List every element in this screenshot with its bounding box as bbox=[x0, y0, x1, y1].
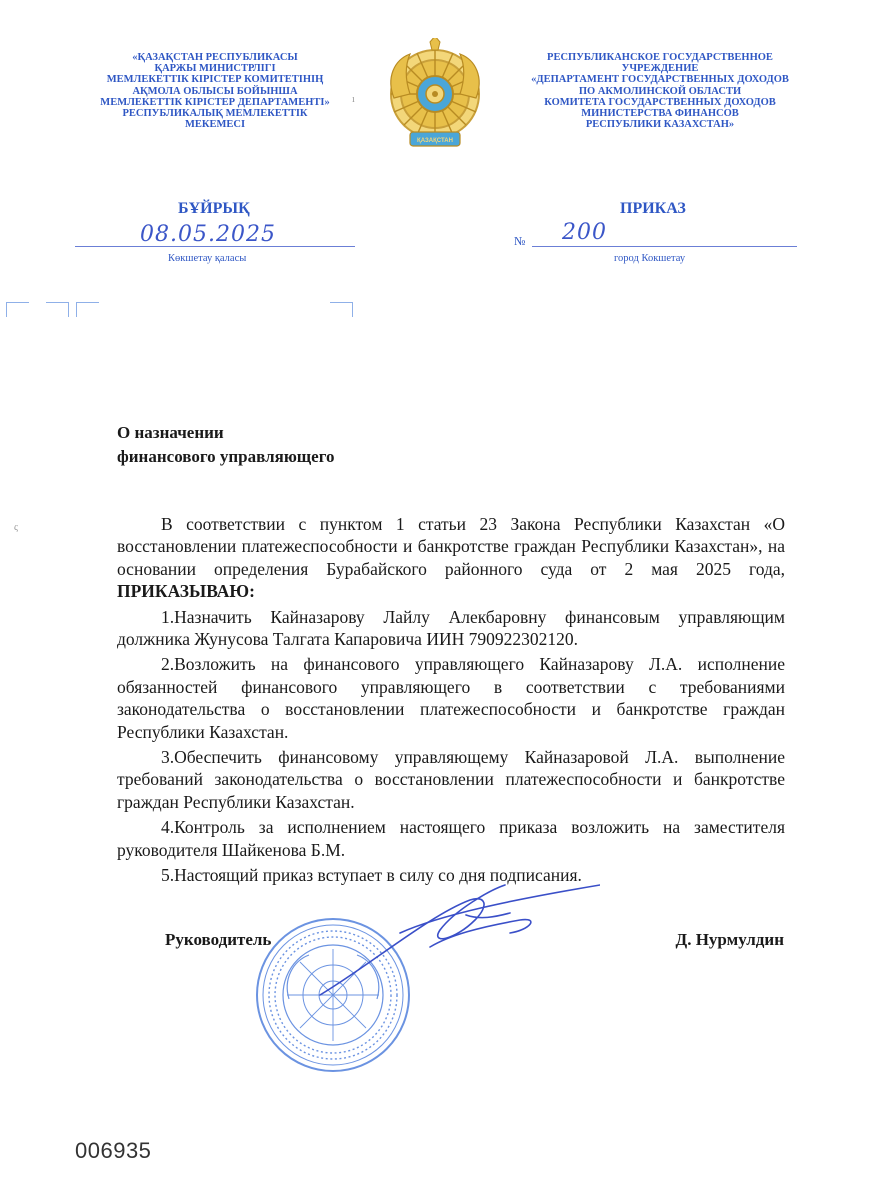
subject-line: финансового управляющего bbox=[117, 447, 335, 466]
header-right-line: «ДЕПАРТАМЕНТ ГОСУДАРСТВЕННЫХ ДОХОДОВ bbox=[531, 74, 789, 86]
handwritten-number: 200 bbox=[562, 220, 607, 245]
header-left-line: ҚАРЖЫ МИНИСТРЛІГІ bbox=[154, 63, 276, 75]
header-russian-org-name bbox=[510, 52, 810, 130]
emblem-ribbon-text: ҚАЗАҚСТАН bbox=[417, 138, 453, 144]
body-intro-text: В соответствии с пунктом 1 статьи 23 Закона Республики Казахстан «О восстановлении платежеспособности и банкротстве граждан Республики Казахстан», на основании определения Бурабайского районного суда от 2 мая 2025 года, bbox=[117, 514, 785, 579]
header-right-line: РЕСПУБЛИКИ КАЗАХСТАН» bbox=[585, 119, 735, 131]
order-body bbox=[117, 513, 785, 890]
date-underline bbox=[75, 246, 355, 247]
body-intro-command: ПРИКАЗЫВАЮ: bbox=[117, 581, 255, 602]
subject-line: О назначении bbox=[117, 423, 224, 442]
header-left-line: АҚМОЛА ОБЛЫСЫ БОЙЫНША bbox=[132, 85, 298, 97]
city-kazakh: Көкшетау қаласы bbox=[168, 253, 247, 264]
signer-title: Руководитель bbox=[165, 930, 272, 949]
signer-name: Д. Нурмулдин bbox=[675, 930, 784, 949]
address-field-corner-mark bbox=[46, 302, 69, 317]
scan-speck: ς bbox=[14, 522, 18, 533]
header-left-line: МЕМЛЕКЕТТІК КІРІСТЕР КОМИТЕТІНІҢ bbox=[106, 74, 324, 86]
header-kazakh-org-name bbox=[70, 52, 360, 130]
header-right-line: МИНИСТЕРСТВА ФИНАНСОВ bbox=[581, 108, 739, 120]
header-right-line: КОМИТЕТА ГОСУДАРСТВЕННЫХ ДОХОДОВ bbox=[544, 96, 776, 108]
header-left-line: МЕМЛЕКЕТТІК КІРІСТЕР ДЕПАРТАМЕНТІ» bbox=[100, 96, 330, 108]
header-left-line: МЕКЕМЕСІ bbox=[184, 119, 246, 131]
number-underline bbox=[532, 246, 797, 247]
body-item: 3.Обеспечить финансовому управляющему Кайназаровой Л.А. выполнение требований законодательства о восстановлении платежеспособности и банкротстве граждан Республики Казахстан. bbox=[117, 747, 785, 812]
doc-type-kazakh: БҰЙРЫҚ bbox=[178, 200, 250, 217]
header-right-line: ПО АКМОЛИНСКОЙ ОБЛАСТИ bbox=[578, 85, 742, 97]
handwritten-date: 08.05.2025 bbox=[140, 222, 276, 247]
header-right-line: УЧРЕЖДЕНИЕ bbox=[621, 63, 699, 75]
body-item: 5.Настоящий приказ вступает в силу со дня подписания. bbox=[161, 865, 582, 886]
body-item: 2.Возложить на финансового управляющего Кайназарову Л.А. исполнение обязанностей финансового управляющего в соответствии с требованиями законодательства о восстановлении платежеспособности и банкротстве граждан Республики Казахстан. bbox=[117, 654, 785, 742]
form-serial-number: 006935 bbox=[75, 1138, 152, 1163]
doc-type-russian: ПРИКАЗ bbox=[620, 200, 686, 217]
handwritten-signature-icon bbox=[280, 875, 600, 1005]
header-left-line: «ҚАЗАҚСТАН РЕСПУБЛИКАСЫ bbox=[132, 52, 298, 63]
address-field-corner-mark bbox=[6, 302, 29, 317]
subject-field-corner-mark bbox=[76, 302, 99, 317]
city-russian: город Кокшетау bbox=[614, 253, 686, 264]
header-left-line: РЕСПУБЛИКАЛЫҚ МЕМЛЕКЕТТІК bbox=[122, 108, 308, 120]
header-right-line: РЕСПУБЛИКАНСКОЕ ГОСУДАРСТВЕННОЕ bbox=[547, 52, 773, 63]
number-sign: № bbox=[514, 234, 526, 248]
body-item: 1.Назначить Кайназарову Лайлу Алекбаровну финансовым управляющим должника Жунусова Талгата Капаровича ИИН 790922302120. bbox=[117, 606, 785, 650]
body-intro-paragraph bbox=[117, 513, 785, 603]
subject-field-corner-mark bbox=[330, 302, 353, 317]
body-item: 4.Контроль за исполнением настоящего приказа возложить на заместителя руководителя Шайкенова Б.М. bbox=[117, 817, 785, 860]
order-subject bbox=[117, 421, 335, 469]
scan-speck: ı bbox=[352, 94, 355, 105]
kazakhstan-state-emblem-icon bbox=[380, 38, 490, 156]
